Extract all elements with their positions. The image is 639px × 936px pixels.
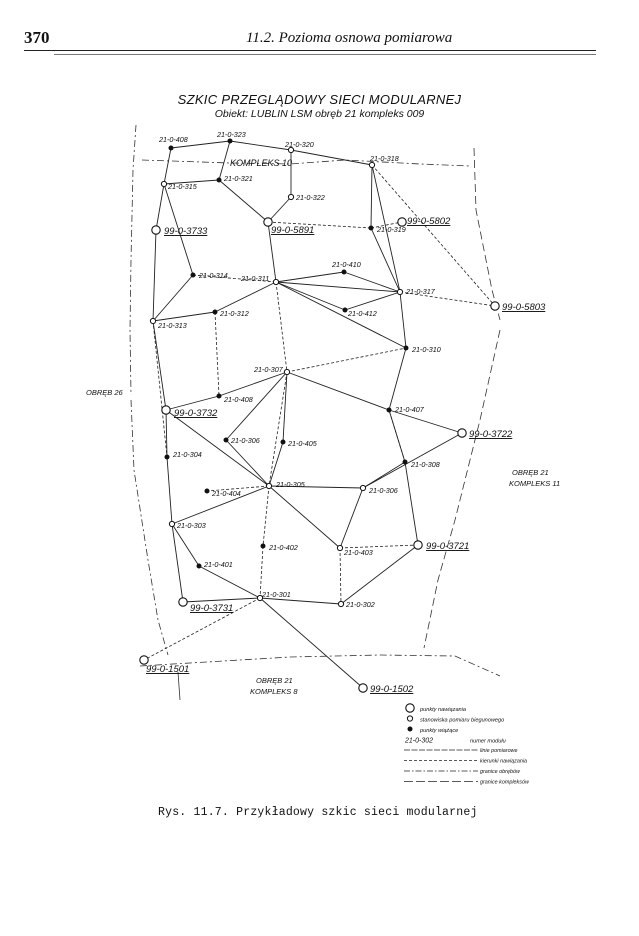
boundary-east bbox=[474, 148, 500, 320]
boundary-east-lower bbox=[424, 330, 500, 648]
legend-symbol-wiazacy bbox=[408, 727, 413, 732]
point-label-21-0-304: 21-0-304 bbox=[173, 450, 202, 459]
point-marker-99-0-3731 bbox=[179, 598, 187, 606]
orientation-line bbox=[276, 282, 287, 372]
point-label-21-0-404: 21-0-404 bbox=[212, 489, 241, 498]
point-marker-99-0-1501 bbox=[140, 656, 148, 664]
measurement-line bbox=[276, 282, 400, 292]
orientation-line bbox=[340, 548, 341, 604]
point-marker-21-0-401 bbox=[197, 564, 202, 569]
point-marker-21-0-308 bbox=[403, 460, 408, 465]
orientation-line bbox=[263, 486, 269, 546]
legend-item-0: punkty nawiązania bbox=[420, 707, 467, 713]
point-label-21-0-306b: 21-0-306 bbox=[369, 486, 398, 495]
point-label-21-0-322: 21-0-322 bbox=[296, 193, 325, 202]
measurement-line bbox=[153, 312, 215, 321]
point-label-21-0-403: 21-0-403 bbox=[344, 548, 373, 557]
orientation-line bbox=[287, 348, 406, 372]
point-label-21-0-303: 21-0-303 bbox=[177, 521, 206, 530]
point-label-99-0-3721: 99-0-3721 bbox=[426, 541, 470, 552]
measurement-line bbox=[167, 457, 172, 524]
measurement-line bbox=[172, 524, 183, 602]
point-marker-21-0-410 bbox=[342, 270, 347, 275]
point-marker-21-0-321 bbox=[217, 178, 222, 183]
point-label-21-0-412: 21-0-412 bbox=[348, 309, 377, 318]
boundary-west-lower bbox=[131, 400, 168, 655]
legend-sample-number: 21-0-302 bbox=[405, 737, 434, 745]
page-number: 370 bbox=[24, 28, 50, 47]
point-marker-99-0-3721 bbox=[414, 541, 422, 549]
point-label-21-0-312: 21-0-312 bbox=[220, 309, 249, 318]
point-marker-99-0-3722 bbox=[458, 429, 466, 437]
running-head: 11.2. Pozioma osnowa pomiarowa bbox=[246, 30, 453, 46]
point-label-99-0-3722: 99-0-3722 bbox=[469, 429, 513, 440]
point-label-21-0-320: 21-0-320 bbox=[285, 140, 314, 149]
diagram-title: SZKIC PRZEGLĄDOWY SIECI MODULARNEJ bbox=[177, 92, 462, 107]
measurement-line bbox=[156, 184, 164, 230]
measurement-line bbox=[344, 272, 400, 292]
boundary-extra bbox=[178, 672, 180, 700]
point-marker-21-0-407 bbox=[387, 408, 392, 413]
point-marker-21-0-304 bbox=[165, 455, 170, 460]
point-labels bbox=[146, 130, 546, 695]
point-label-21-0-323: 21-0-323 bbox=[217, 130, 246, 139]
point-marker-21-0-403 bbox=[337, 545, 342, 550]
point-marker-99-0-1502 bbox=[359, 684, 367, 692]
point-label-21-0-402: 21-0-402 bbox=[269, 543, 298, 552]
legend-item-7: granice kompleksów bbox=[480, 779, 529, 786]
area-label-kompleks10: KOMPLEKS 10 bbox=[230, 158, 293, 168]
point-label-21-0-311: 21-0-311 bbox=[241, 274, 270, 283]
orientation-line bbox=[215, 312, 219, 396]
point-marker-21-0-306 bbox=[224, 438, 229, 443]
point-marker-21-0-307 bbox=[284, 369, 289, 374]
measurement-line bbox=[340, 488, 363, 548]
legend-symbol-nawiazania bbox=[406, 704, 414, 712]
boundary-kompleks10 bbox=[142, 160, 470, 166]
point-marker-21-0-311 bbox=[273, 279, 278, 284]
point-marker-99-0-5803 bbox=[491, 302, 499, 310]
measurement-line bbox=[276, 282, 406, 348]
point-label-21-0-301: 21-0-301 bbox=[262, 590, 291, 599]
point-marker-21-0-317 bbox=[397, 289, 402, 294]
legend-item-2: punkty wiążące bbox=[420, 728, 459, 734]
figure-caption: Rys. 11.7. Przykładowy szkic sieci modularnej bbox=[158, 806, 478, 819]
measurement-line bbox=[268, 197, 291, 222]
point-label-21-0-318: 21-0-318 bbox=[370, 154, 399, 163]
area-label-kompleks8: KOMPLEKS 8 bbox=[250, 687, 298, 696]
measurement-line bbox=[276, 282, 345, 310]
measurement-line bbox=[226, 440, 269, 486]
point-label-99-0-1501: 99-0-1501 bbox=[146, 664, 190, 675]
point-label-21-0-401: 21-0-401 bbox=[204, 560, 233, 569]
measurement-line bbox=[166, 410, 269, 486]
point-label-21-0-408a: 21-0-408 bbox=[159, 135, 188, 144]
measurement-line bbox=[153, 230, 156, 321]
measurement-line bbox=[226, 372, 287, 440]
point-marker-21-0-306b bbox=[360, 485, 365, 490]
area-label-obreb21b: OBRĘB 21 bbox=[256, 676, 293, 685]
point-label-99-0-3733: 99-0-3733 bbox=[164, 226, 208, 237]
point-label-99-0-3731: 99-0-3731 bbox=[190, 603, 234, 614]
point-label-21-0-405: 21-0-405 bbox=[288, 439, 317, 448]
measurement-line bbox=[199, 566, 260, 598]
point-label-99-0-1502: 99-0-1502 bbox=[370, 684, 414, 695]
measurement-line bbox=[287, 372, 389, 410]
measurement-line bbox=[153, 321, 166, 410]
measurement-line bbox=[260, 598, 363, 688]
measurement-line bbox=[230, 141, 291, 150]
point-label-21-0-310: 21-0-310 bbox=[412, 345, 441, 354]
point-label-21-0-306: 21-0-306 bbox=[231, 436, 260, 445]
legend-symbol-stanowisko bbox=[407, 716, 412, 721]
point-label-21-0-313: 21-0-313 bbox=[158, 321, 187, 330]
diagram-subtitle: Obiekt: LUBLIN LSM obręb 21 kompleks 009 bbox=[214, 108, 425, 120]
orientation-line bbox=[372, 165, 495, 306]
point-marker-21-0-305 bbox=[266, 483, 271, 488]
point-label-99-0-5803: 99-0-5803 bbox=[502, 302, 546, 313]
point-marker-21-0-314 bbox=[191, 273, 196, 278]
orientation-line bbox=[153, 321, 167, 457]
measurement-line bbox=[219, 180, 268, 222]
measurement-line bbox=[405, 462, 418, 545]
area-labels bbox=[86, 158, 560, 696]
point-marker-21-0-315 bbox=[161, 181, 166, 186]
area-label-obreb21a: OBRĘB 21 bbox=[512, 468, 549, 477]
boundary-south bbox=[140, 655, 500, 676]
point-label-21-0-410: 21-0-410 bbox=[332, 260, 361, 269]
measurement-line bbox=[400, 292, 406, 348]
legend bbox=[404, 704, 530, 786]
point-label-21-0-308: 21-0-308 bbox=[411, 460, 440, 469]
measurement-line bbox=[215, 282, 276, 312]
point-marker-21-0-408b bbox=[217, 394, 222, 399]
measurement-line bbox=[164, 148, 171, 184]
measurement-line bbox=[153, 275, 193, 321]
legend-item-5: kierunki nawiązania bbox=[480, 758, 528, 765]
legend-item-1: stanowiska pomiaru biegunowego bbox=[420, 717, 505, 724]
point-label-21-0-305: 21-0-305 bbox=[276, 480, 305, 489]
measurement-line bbox=[371, 228, 400, 292]
point-marker-21-0-310 bbox=[404, 346, 409, 351]
legend-item-6: granice obrębów bbox=[480, 769, 520, 775]
point-marker-21-0-412 bbox=[343, 308, 348, 313]
point-marker-21-0-303 bbox=[169, 521, 174, 526]
point-marker-21-0-323 bbox=[228, 139, 233, 144]
point-marker-21-0-302 bbox=[338, 601, 343, 606]
legend-item-3: numer modułu bbox=[470, 738, 506, 745]
point-marker-21-0-319 bbox=[369, 226, 374, 231]
point-label-99-0-5802: 99-0-5802 bbox=[407, 216, 451, 227]
point-marker-21-0-405 bbox=[281, 440, 286, 445]
area-label-kompleks11: KOMPLEKS 11 bbox=[509, 479, 561, 488]
point-marker-21-0-318 bbox=[369, 162, 374, 167]
measurement-line bbox=[345, 292, 400, 310]
point-label-21-0-408b: 21-0-408 bbox=[224, 395, 253, 404]
point-marker-99-0-3733 bbox=[152, 226, 160, 234]
measurement-line bbox=[371, 165, 372, 228]
point-label-21-0-315: 21-0-315 bbox=[168, 182, 197, 191]
point-marker-21-0-322 bbox=[288, 194, 293, 199]
point-marker-21-0-408a bbox=[169, 146, 174, 151]
measurement-line bbox=[276, 272, 344, 282]
measurement-line bbox=[183, 598, 260, 602]
area-label-obreb26: OBRĘB 26 bbox=[86, 388, 123, 397]
point-label-21-0-407: 21-0-407 bbox=[395, 405, 424, 414]
measurement-line bbox=[269, 486, 340, 548]
point-label-21-0-302: 21-0-302 bbox=[346, 600, 375, 609]
legend-item-4: linie pomiarowe bbox=[480, 748, 518, 754]
point-label-21-0-314: 21-0-314 bbox=[199, 271, 228, 280]
point-label-21-0-307: 21-0-307 bbox=[254, 365, 283, 374]
point-label-21-0-319: 21-0-319 bbox=[377, 225, 406, 234]
point-label-99-0-3732: 99-0-3732 bbox=[174, 408, 218, 419]
measurement-line bbox=[172, 524, 199, 566]
measurement-line bbox=[389, 348, 406, 410]
point-marker-21-0-312 bbox=[213, 310, 218, 315]
point-marker-21-0-404 bbox=[205, 489, 210, 494]
point-marker-99-0-3732 bbox=[162, 406, 170, 414]
measurement-line bbox=[166, 410, 167, 457]
measurement-line bbox=[363, 462, 405, 488]
point-label-21-0-317: 21-0-317 bbox=[406, 287, 435, 296]
point-label-21-0-321: 21-0-321 bbox=[224, 174, 253, 183]
point-marker-21-0-402 bbox=[261, 544, 266, 549]
point-label-99-0-5891: 99-0-5891 bbox=[271, 225, 315, 236]
boundary-west bbox=[130, 125, 136, 395]
point-marker-21-0-313 bbox=[150, 318, 155, 323]
